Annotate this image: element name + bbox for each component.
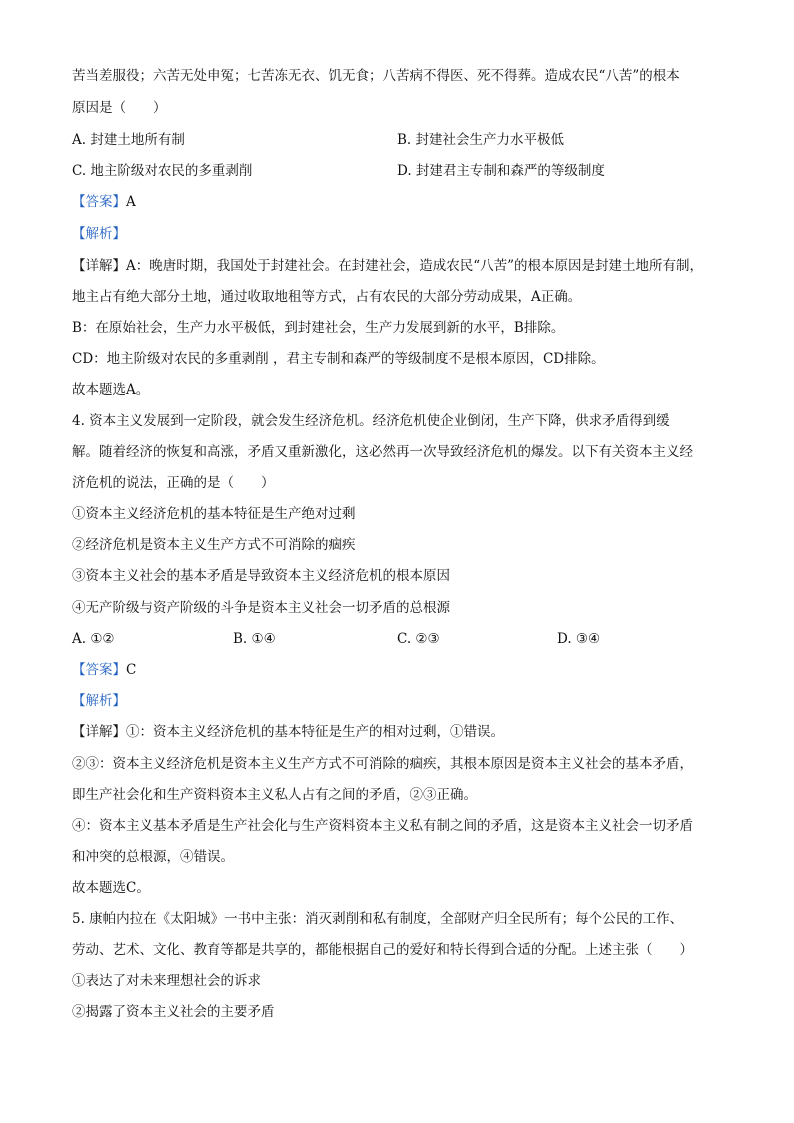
q4-item-3: ③资本主义社会的基本矛盾是导致资本主义经济危机的根本原因 [72,568,450,584]
q4-stem-line-3: 济危机的说法，正确的是（ ） [72,475,275,491]
q4-stem-line-1: 4. 资本主义发展到一定阶段，就会发生经济危机。经济危机使企业倒闭，生产下降，供求矛盾得到缓 [72,413,670,429]
q5-stem-line-1: 5. 康帕内拉在《太阳城》一书中主张：消灭剥削和私有制度，全部财产归全民所有；每个公民的工作、 [72,911,684,927]
q3-analysis-tag: 【解析】 [72,226,126,242]
q4-detail-line-2: ②③：资本主义经济危机是资本主义生产方式不可消除的痼疾，其根本原因是资本主义社会的基本矛盾， [72,756,693,772]
q3-detail-tag: 【详解】 [72,258,126,274]
q4-conclusion: 故本题选C。 [72,880,150,896]
q3-detail-line-3: B：在原始社会，生产力水平极低，到封建社会，生产力发展到新的水平，B排除。 [72,320,565,336]
q4-analysis-tag: 【解析】 [72,693,126,709]
q3-detail-line-4: CD：地主阶级对农民的多重剥削 ，君主专制和森严的等级制度不是根本原因，CD排除。 [72,351,605,367]
q4-stem-line-2: 解。随着经济的恢复和高涨，矛盾又重新激化，这必然再一次导致经济危机的爆发。以下有关资本主义经 [72,444,693,460]
q3-option-d: D. 封建君主专制和森严的等级制度 [397,163,605,179]
q4-option-d: D. ③④ [557,631,601,647]
q3-detail-line-1 [72,256,703,276]
q4-item-2: ②经济危机是资本主义生产方式不可消除的痼疾 [72,537,356,553]
q4-detail-line-5: 和冲突的总根源，④错误。 [72,849,234,865]
q3-answer-tag: 【答案】 [72,194,126,210]
q3-option-a: A. 封建土地所有制 [72,132,185,148]
q4-detail-tag: 【详解】 [72,724,126,740]
q3-detail-text-1: A：晚唐时期，我国处于封建社会。在封建社会，造成农民“八苦”的根本原因是封建土地所有制， [126,258,704,274]
q3-answer-line [72,192,136,212]
q4-item-1: ①资本主义经济危机的基本特征是生产绝对过剩 [72,506,356,522]
q4-analysis-line [72,691,126,711]
q3-option-c: C. 地主阶级对农民的多重剥削 [72,163,253,179]
q3-conclusion: 故本题选A。 [72,382,150,398]
q3-analysis-line [72,224,126,244]
q4-option-b: B. ①④ [233,631,276,647]
q4-option-a: A. ①② [72,631,115,647]
q3-stem-line-2: 原因是（ ） [72,100,167,116]
q5-item-1: ①表达了对未来理想社会的诉求 [72,973,261,989]
q4-detail-text-1: ①：资本主义经济危机的基本特征是生产的相对过剩，①错误。 [126,724,504,740]
q4-detail-line-3: 即生产社会化和生产资料资本主义私人占有之间的矛盾，②③正确。 [72,787,477,803]
q3-option-b: B. 封建社会生产力水平极低 [397,132,565,148]
q4-detail-line-4: ④：资本主义基本矛盾是生产社会化与生产资料资本主义私有制之间的矛盾，这是资本主义社会一切矛盾 [72,818,693,834]
q5-item-2: ②揭露了资本主义社会的主要矛盾 [72,1004,275,1020]
q3-answer-value: A [126,194,136,210]
q4-answer-value: C [126,662,137,678]
q4-answer-tag: 【答案】 [72,662,126,678]
q5-stem-line-2: 劳动、艺术、文化、教育等都是共享的，都能根据自己的爱好和特长得到合适的分配。上述主张（ ） [72,942,693,958]
q4-answer-line [72,660,136,680]
q4-item-4: ④无产阶级与资产阶级的斗争是资本主义社会一切矛盾的总根源 [72,600,450,616]
q4-option-c: C. ②③ [397,631,440,647]
q3-detail-line-2: 地主占有绝大部分土地，通过收取地租等方式，占有农民的大部分劳动成果，A正确。 [72,289,582,305]
q4-detail-line-1 [72,722,504,742]
q3-stem-line-1: 苦当差服役；六苦无处申冤；七苦冻无衣、饥无食；八苦病不得医、死不得葬。造成农民“八苦”的根本 [72,68,680,84]
